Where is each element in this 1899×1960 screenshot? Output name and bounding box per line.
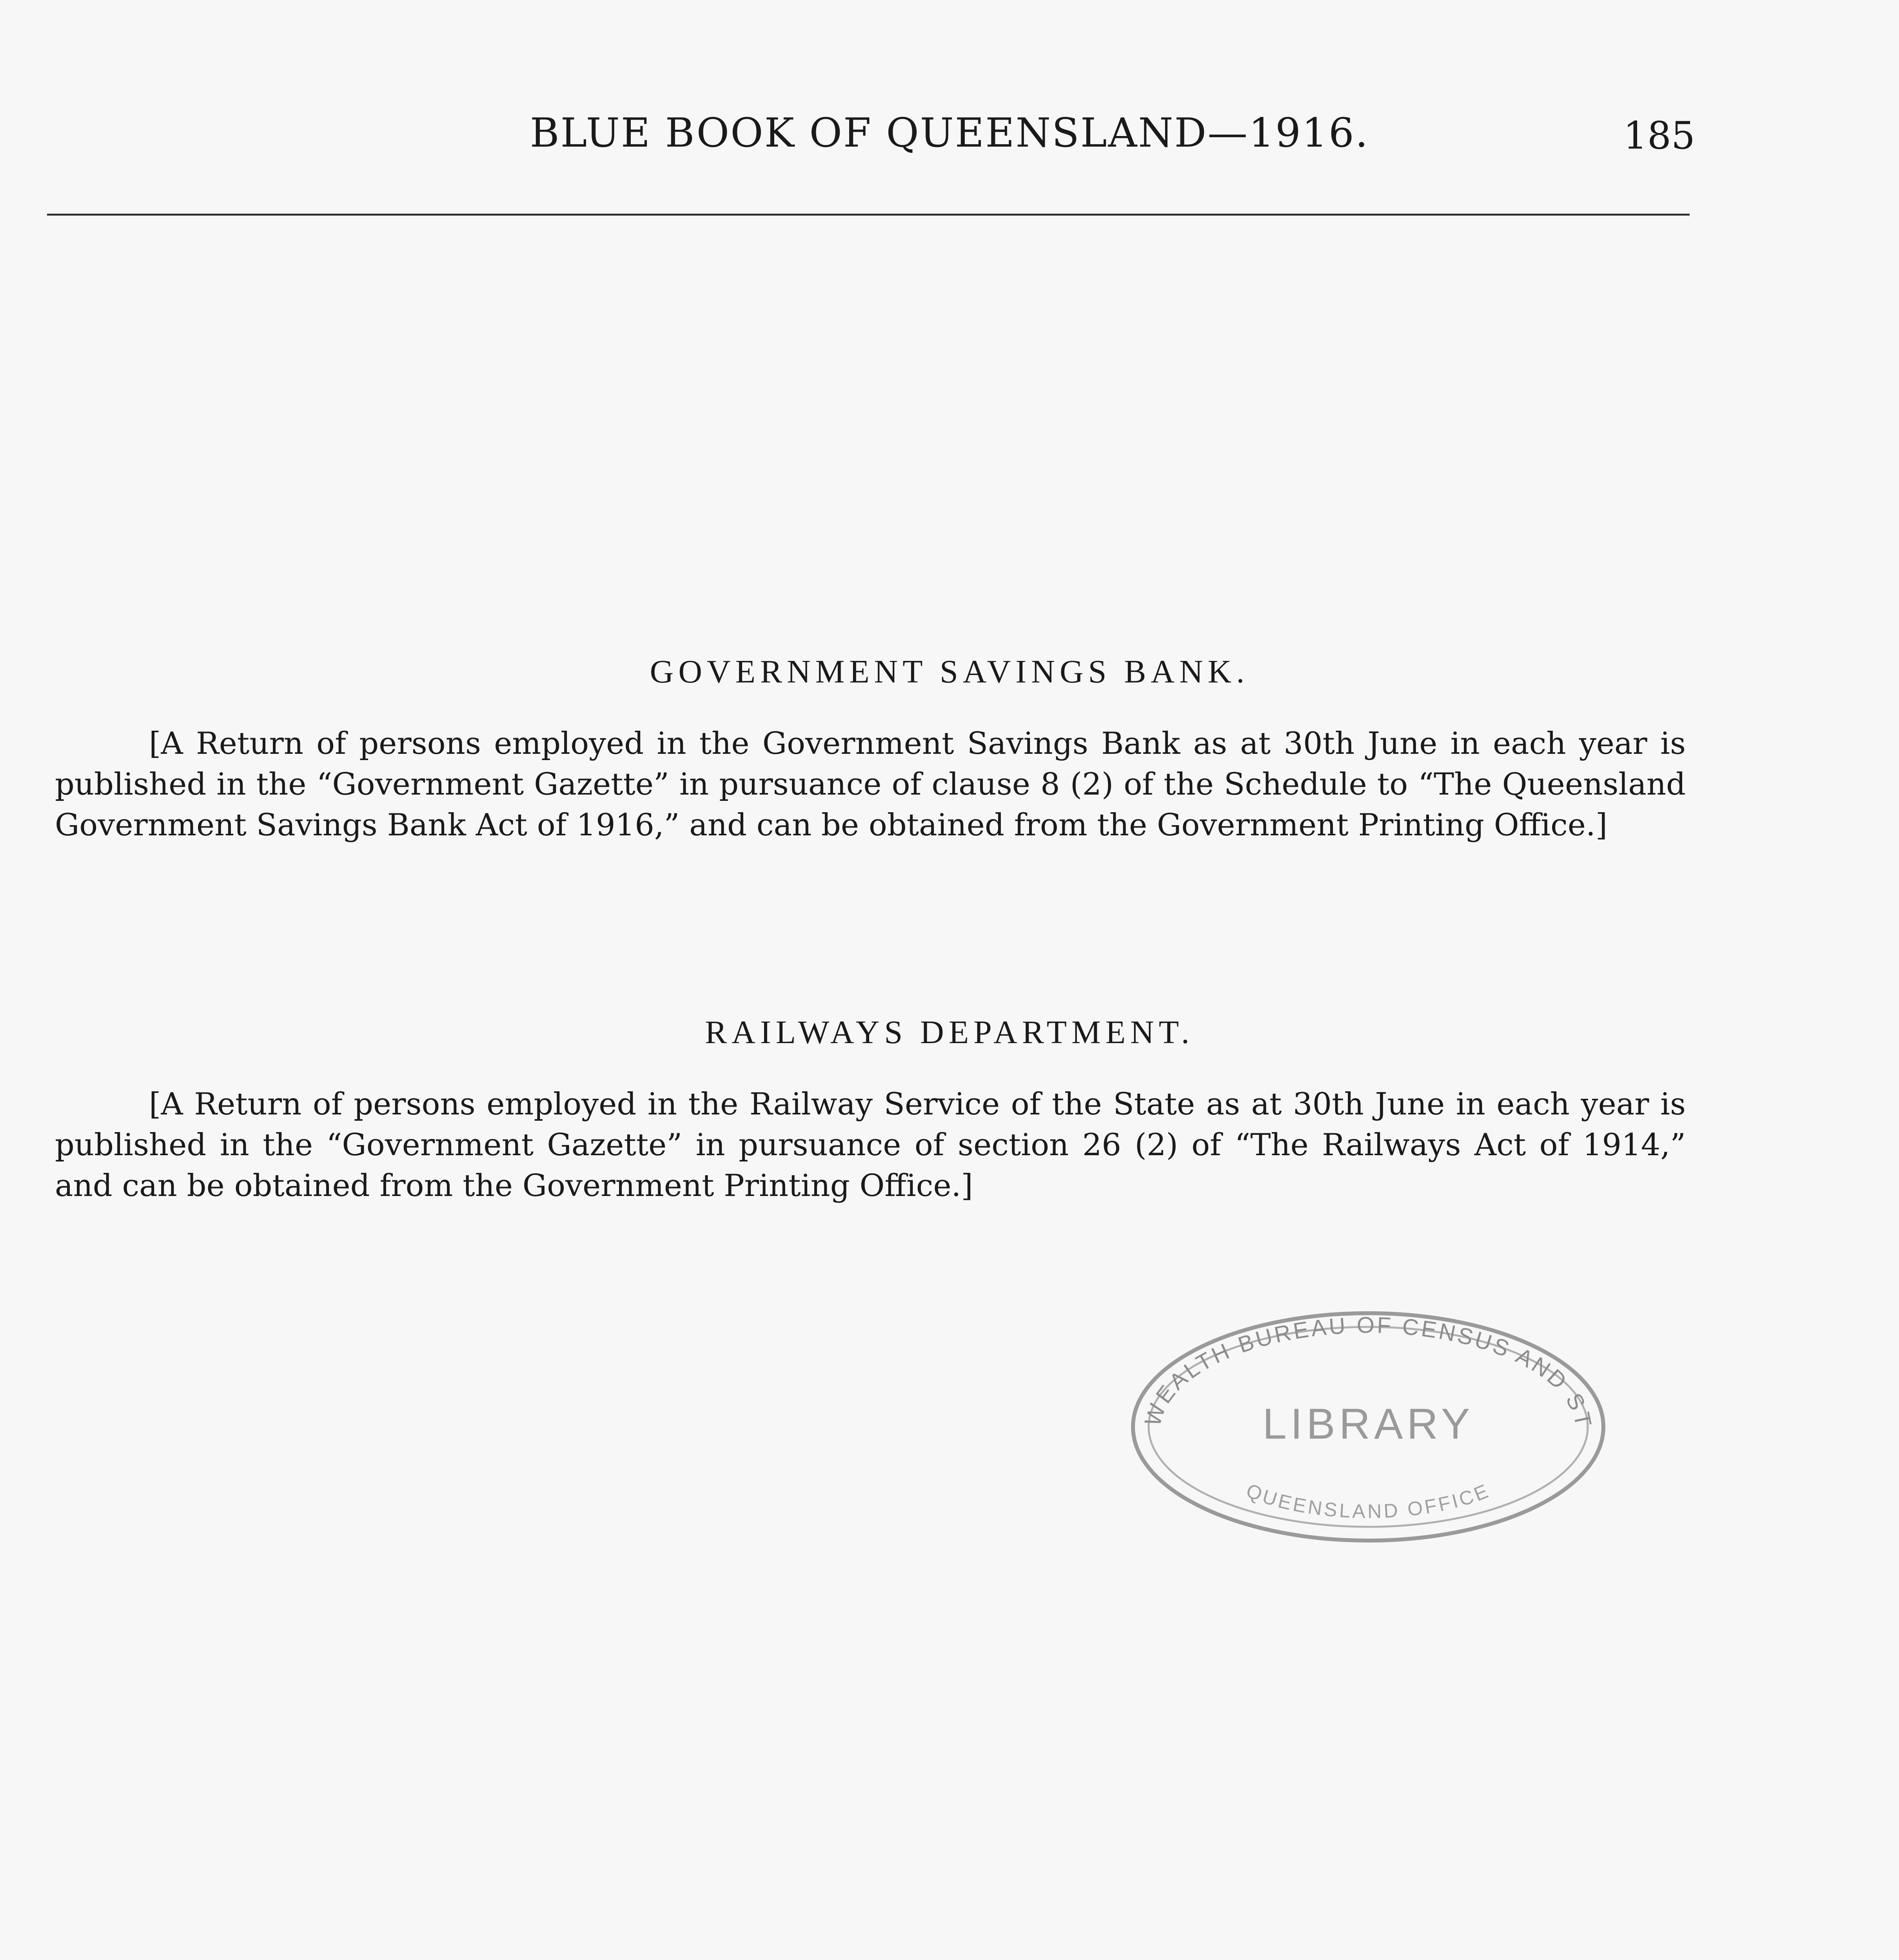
page-number: 185 — [1623, 114, 1695, 158]
stamp-outer-text: WEALTH BUREAU OF CENSUS AND ST — [1140, 1312, 1597, 1430]
section-title-railways: RAILWAYS DEPARTMENT. — [705, 1014, 1194, 1051]
section-body-savings-bank: [A Return of persons employed in the Government Savings Bank as at 30th June in each year is published in the “Government Gazette” in pursuance of clause 8 (2) of the Schedule to “The Queensland Government Savings Bank Act of 1916,” and can be obtained from the Government Printing Office.] — [55, 726, 1686, 843]
stamp-center-text: LIBRARY — [1262, 1400, 1474, 1448]
library-stamp — [1125, 1301, 1611, 1552]
running-title: BLUE BOOK OF QUEENSLAND—1916. — [530, 110, 1369, 156]
header-rule — [47, 214, 1690, 216]
section-body-railways: [A Return of persons employed in the Railway Service of the State as at 30th June in each year is published in the “Government Gazette” in pursuance of section 26 (2) of “The Railways Act of 1914,” and can be obtained from the Government Printing Office.] — [55, 1087, 1686, 1203]
section-title-savings-bank: GOVERNMENT SAVINGS BANK. — [650, 653, 1249, 690]
stamp-bottom-text: QUEENSLAND OFFICE — [1243, 1479, 1493, 1523]
svg-text:QUEENSLAND OFFICE — [1243, 1479, 1493, 1523]
